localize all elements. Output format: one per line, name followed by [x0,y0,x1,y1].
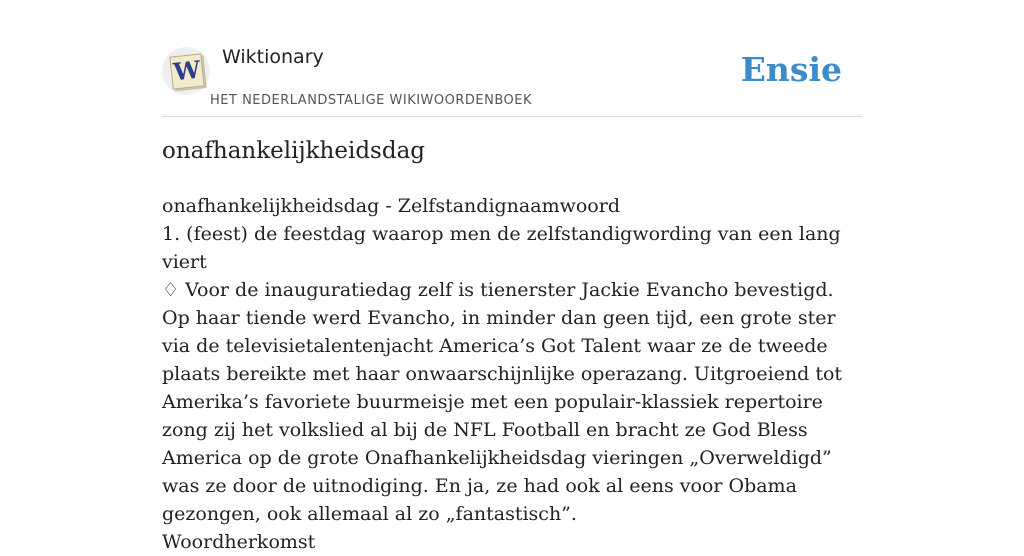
entry-content [162,192,862,556]
entry-heading-line: onafhankelijkheidsdag - Zelfstandignaamwoord [162,195,620,217]
logo-tile [169,53,204,89]
logo-letter: W [171,54,202,87]
section-heading-etymology: Woordherkomst [162,531,316,553]
site-header [162,0,862,117]
page-title: onafhankelijkheidsdag [162,138,426,164]
entry-example: ♢ Voor de inauguratiedag zelf is tienerster Jackie Evancho bevestigd. Op haar tiende werd Evancho, in minder dan geen tijd, een grote ster via de televisietalentenjacht America’s Got Talent waar ze de tweede plaats bereikte met haar onwaarschijnlijke operazang. Uitgroeiend tot Amerika’s favoriete buurmeisje met een populair-klassiek repertoire zong zij het volkslied al bij de NFL Football en bracht ze God Bless America op de grote Onafhankelijkheidsdag vieringen „Overweldigd” was ze door de uitnodiging. En ja, ze had ook al eens voor Obama gezongen, ook allemaal al zo „fantastisch”. [162,279,843,525]
page-wrapper [162,0,862,553]
ensie-brand-link[interactable]: Ensie [740,50,842,89]
site-name[interactable]: Wiktionary [222,46,324,68]
wiktionary-logo-icon[interactable] [162,47,210,95]
site-tagline: HET NEDERLANDSTALIGE WIKIWOORDENBOEK [210,93,533,108]
entry-definition: 1. (feest) de feestdag waarop men de zelfstandigwording van een lang viert [162,223,841,273]
